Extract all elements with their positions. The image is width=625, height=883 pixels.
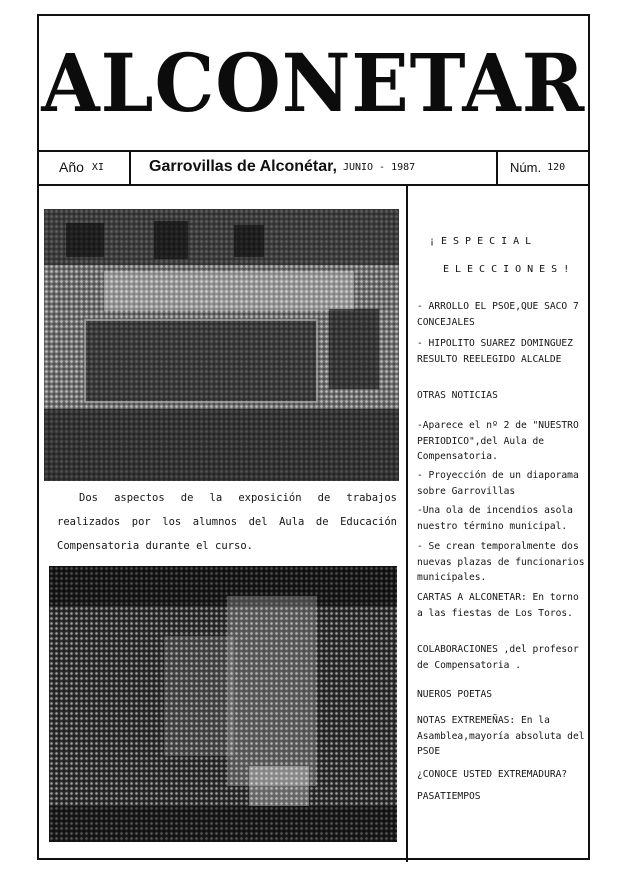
newspaper-page [37, 14, 590, 860]
sidebar-item: - Proyección de un diaporama sobre Garrovillas [417, 470, 579, 497]
sidebar-item: -Una ola de incendios asola nuestro término municipal. [417, 505, 573, 532]
especial-heading: ¡ESPECIAL [429, 236, 538, 247]
sidebar-item: - ARROLLO EL PSOE,QUE SACO 7 CONCEJALES [417, 301, 579, 328]
sidebar-item: ¿CONOCE USTED EXTREMADURA? [417, 769, 568, 780]
issue-year [39, 150, 131, 184]
masthead [39, 16, 588, 152]
issue-number [496, 150, 588, 184]
sidebar-item: CARTAS A ALCONETAR: En torno a las fiestas de Los Toros. [417, 592, 579, 619]
number-label: Núm. [510, 159, 542, 175]
caption-text: Dos aspectos de la exposición de trabajos realizados por los alumnos del Aula de Educación Compensatoria durante el curso. [57, 492, 397, 552]
year-label: Año [59, 159, 84, 175]
column-divider [406, 186, 408, 862]
sidebar-item: COLABORACIONES ,del profesor de Compensatoria . [417, 644, 579, 671]
town-name: Garrovillas de Alconétar, [149, 158, 337, 175]
exhibition-photo-1 [44, 209, 399, 481]
issue-info-bar [39, 150, 588, 186]
issue-place-date [131, 150, 496, 184]
sidebar-item: - Se crean temporalmente dos nuevas plazas de funcionarios municipales. [417, 541, 585, 583]
sidebar-item: NUEROS POETAS [417, 689, 493, 700]
sidebar-item: -Aparece el nº 2 de "NUESTRO PERIODICO",del Aula de Compensatoria. [417, 420, 579, 462]
issue-date: JUNIO - 1987 [342, 161, 416, 173]
sidebar-item: PASATIEMPOS [417, 791, 481, 802]
year-value: XI [91, 161, 104, 173]
sidebar-item: NOTAS EXTREMEÑAS: En la Asamblea,mayoría absoluta del PSOE [417, 715, 585, 757]
photo-caption [57, 486, 397, 558]
masthead-title: ALCONETAR [41, 36, 586, 130]
exhibition-photo-2 [49, 566, 397, 842]
elecciones-heading: ELECCIONES! [443, 264, 576, 275]
sidebar-item: - HIPOLITO SUAREZ DOMINGUEZ RESULTO REELEGIDO ALCALDE [417, 338, 573, 365]
number-value: 120 [547, 161, 566, 173]
sidebar-item: OTRAS NOTICIAS [417, 390, 498, 401]
